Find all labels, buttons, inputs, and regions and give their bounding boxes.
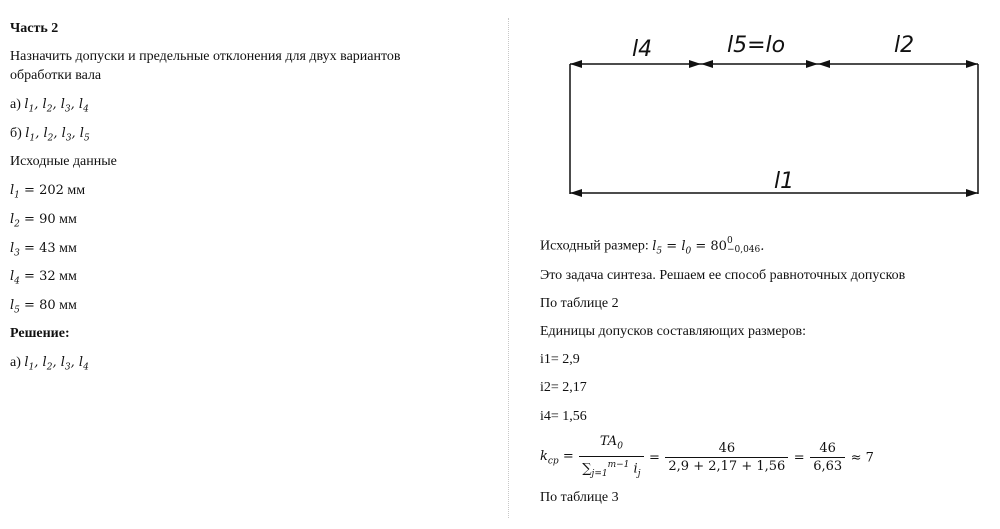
kcp-fraction-3 <box>810 440 845 475</box>
l1-line: $l_1 = 202$ мм <box>10 183 86 201</box>
variant-a <box>10 96 89 119</box>
kcp-numerator-3: 46 <box>810 440 845 458</box>
kcp-denominator-2: 2,9 + 2,17 + 1,56 <box>668 459 786 475</box>
dimension-chain-diagram <box>560 28 990 208</box>
label-l2: l2 <box>894 33 915 58</box>
i1-value: i1= 2,9 <box>540 352 580 367</box>
solution-a <box>10 354 89 377</box>
kcp-formula: $k_{cp}$ = $\frac{TA_0}{\sum_{j=1}^{m-1} i_j}$ = $\frac{46}{2,9 + 2,17 + 1,56}$ = $\frac{46}{6,63}$ ≈ 7 <box>540 433 874 483</box>
i4-value: i4= 1,56 <box>540 409 587 424</box>
variant-a-label: а) <box>10 97 21 112</box>
l0-lower-dev: −0,046 <box>726 245 761 255</box>
task-line-2: обработки вала <box>10 68 102 83</box>
l2-value: 90 <box>39 212 56 227</box>
label-l5: l5=lo <box>727 33 786 58</box>
variant-a-dims: $l_1$, $l_2$, $l_3$, $l_4$ <box>24 97 89 115</box>
l3-line: $l_3 = 43$ мм <box>10 241 77 259</box>
kcp-numerator-2: 46 <box>665 440 788 458</box>
unit-l1: мм <box>67 183 86 198</box>
table3-text: По таблице 3 <box>540 490 619 505</box>
variant-b-label: б) <box>10 126 22 141</box>
label-l4: l4 <box>632 37 653 62</box>
unit-l3: мм <box>59 241 77 256</box>
initial-size: Исходный размер: $l_5 = l_0 = 80$ 0 −0,046 . <box>540 236 765 257</box>
label-l1: l1 <box>774 169 795 194</box>
initial-size-label: Исходный размер: <box>540 238 649 254</box>
solution-label: Решение: <box>10 326 70 341</box>
unit-l5: мм <box>59 298 77 313</box>
unit-l4: мм <box>59 269 77 284</box>
unit-l2: мм <box>59 212 77 227</box>
l3-value: 43 <box>39 241 56 256</box>
table2-text: По таблице 2 <box>540 296 619 311</box>
variant-b-dims: $l_1$, $l_2$, $l_3$, $l_5$ <box>25 126 90 144</box>
solution-a-dims: $l_1$, $l_2$, $l_3$, $l_4$ <box>24 355 89 373</box>
kcp-fraction-2 <box>665 440 788 475</box>
synthesis-text: Это задача синтеза. Решаем ее способ равноточных допусков <box>540 268 906 283</box>
solution-a-label: а) <box>10 355 21 370</box>
i2-value: i2= 2,17 <box>540 380 587 395</box>
kcp-fraction-1: $\frac{TA_0}{\sum_{j=1}^{m-1} i_j}$ <box>579 433 643 483</box>
kcp-result: ≈ 7 <box>850 450 874 466</box>
l5-line: $l_5 = 80$ мм <box>10 298 77 316</box>
task-line-1: Назначить допуски и предельные отклонения для двух вариантов <box>10 49 401 64</box>
tolerance-units-text: Единицы допусков составляющих размеров: <box>540 324 807 339</box>
l1-value: 202 <box>39 183 64 198</box>
variant-b <box>10 125 90 148</box>
part-title: Часть 2 <box>10 21 59 36</box>
kcp-denominator-3: 6,63 <box>813 459 843 475</box>
l4-line: $l_4 = 32$ мм <box>10 269 77 287</box>
column-divider <box>508 18 509 518</box>
l0-upper-dev: 0 <box>726 236 733 246</box>
l0-nominal: 80 <box>710 238 727 254</box>
l2-line: $l_2 = 90$ мм <box>10 212 77 230</box>
l4-value: 32 <box>39 269 56 284</box>
l5-value: 80 <box>39 298 56 313</box>
source-data-label: Исходные данные <box>10 154 117 169</box>
